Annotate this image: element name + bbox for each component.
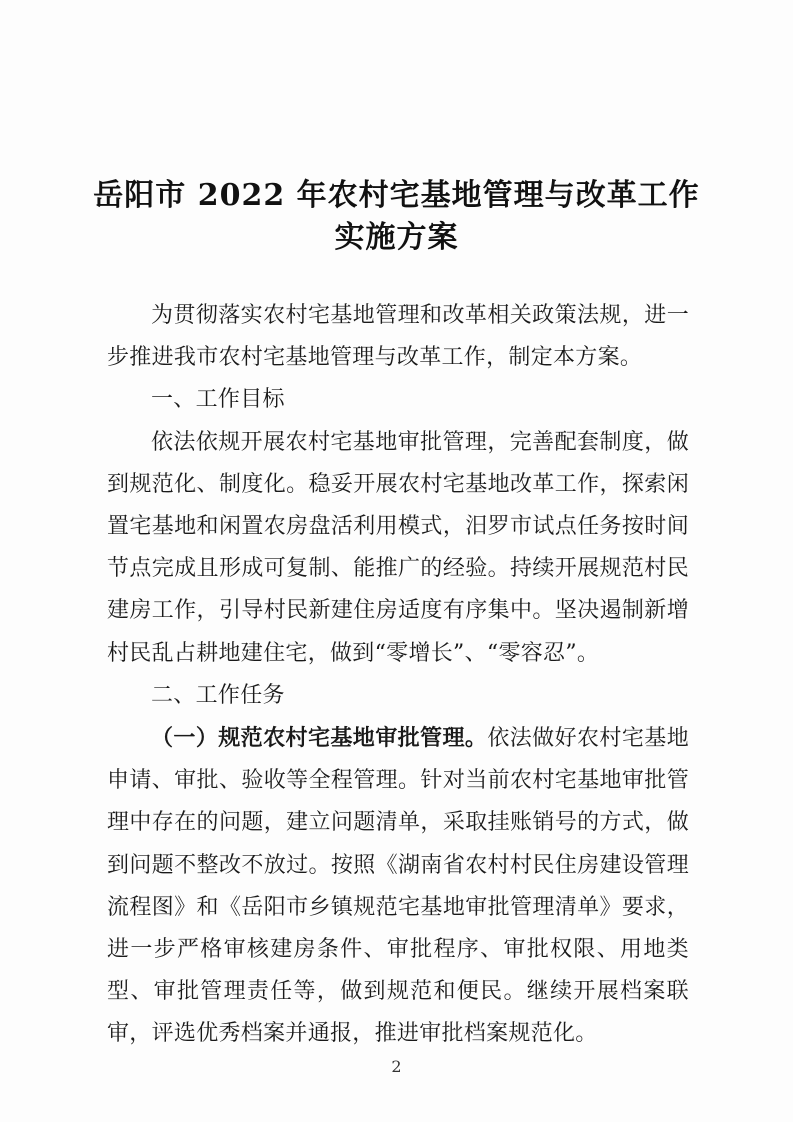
- item1-paragraph: [107, 717, 689, 1056]
- intro-paragraph: 为贯彻落实农村宅基地管理和改革相关政策法规，进一步推进我市农村宅基地管理与改革工作，制定本方案。: [107, 303, 689, 371]
- section2-heading: 二、工作任务: [151, 682, 285, 708]
- section1-heading: 一、工作目标: [151, 387, 285, 413]
- document-title-line2: 实施方案: [334, 220, 459, 255]
- page-number: 2: [391, 1057, 402, 1076]
- document-body: [107, 295, 689, 1056]
- item1-body: 依法做好农村宅基地申请、审批、验收等全程管理。针对当前农村宅基地审批管理中存在的问题，建立问题清单，采取挂账销号的方式，做到问题不整改不放过。按照《湖南省农村村民住房建设管理流程图》和《岳阳市乡镇规范宅基地审批管理清单》要求，进一步严格审核建房条件、审批程序、审批权限、用地类型、审批管理责任等，做到规范和便民。继续开展档案联审，评选优秀档案并通报，推进审批档案规范化。: [107, 726, 689, 1047]
- item1-lead: （一）规范农村宅基地审批管理。: [151, 725, 488, 752]
- section1-paragraph: 依法依规开展农村宅基地审批管理，完善配套制度，做到规范化、制度化。稳妥开展农村宅基地改革工作，探索闲置宅基地和闲置农房盘活利用模式，汨罗市试点任务按时间节点完成且形成可复制、能推广的经验。持续开展规范村民建房工作，引导村民新建住房适度有序集中。坚决遏制新增村民乱占耕地建住宅，做到“零增长”、“零容忍”。: [107, 429, 689, 666]
- document-title-line1: 岳阳市 2022 年农村宅基地管理与改革工作: [93, 178, 700, 213]
